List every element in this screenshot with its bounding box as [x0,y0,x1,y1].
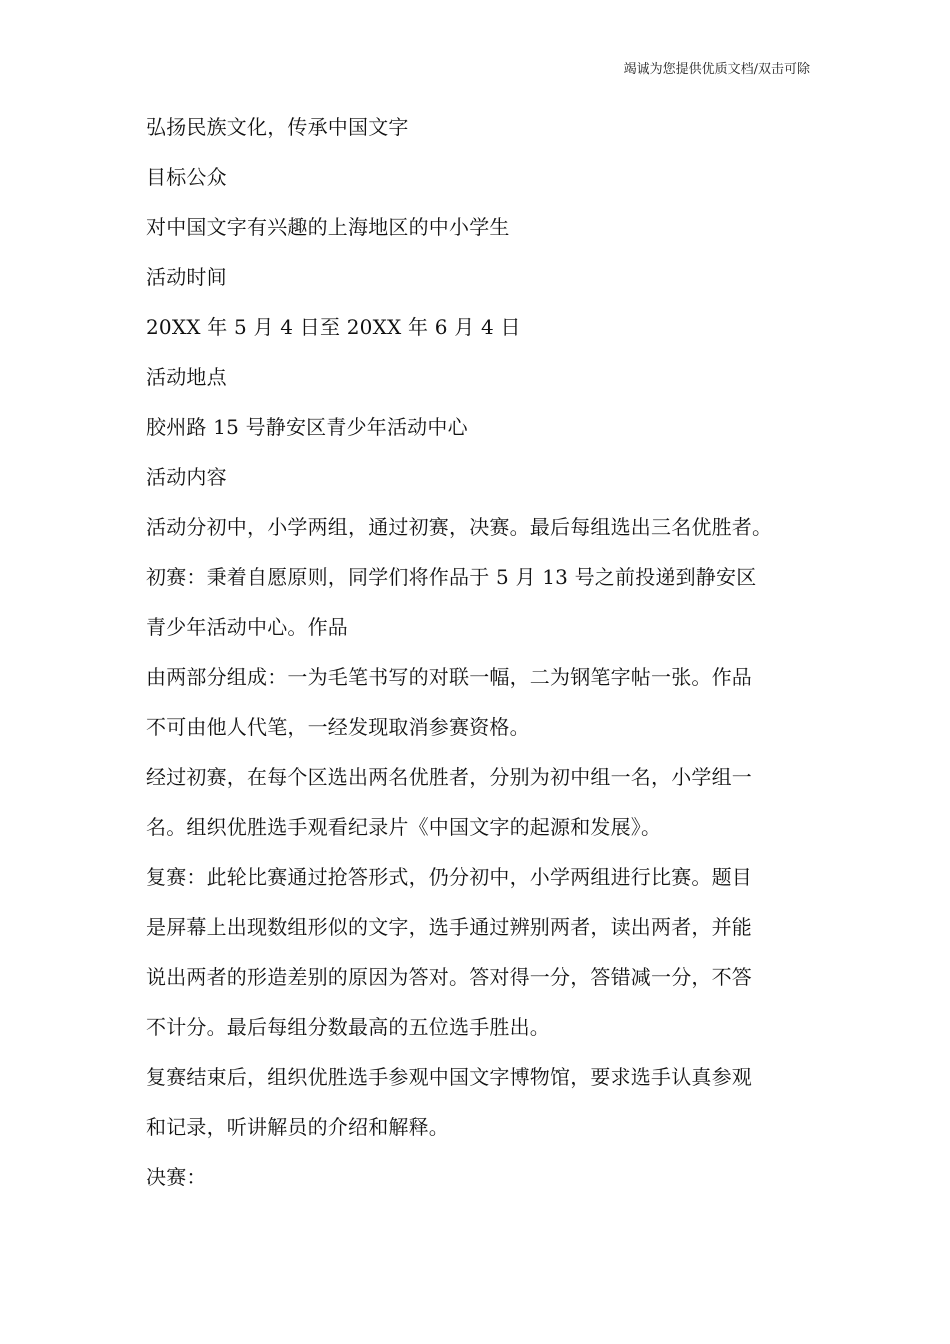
document-line: 经过初赛，在每个区选出两名优胜者，分别为初中组一名，小学组一 [146,765,752,789]
document-body [146,102,826,1202]
document-line: 对中国文字有兴趣的上海地区的中小学生 [146,215,510,239]
document-line: 初赛：秉着自愿原则，同学们将作品于 5 月 13 号之前投递到静安区 [146,565,757,589]
document-line: 20XX 年 5 月 4 日至 20XX 年 6 月 4 日 [146,315,521,339]
document-line: 青少年活动中心。作品 [146,615,348,639]
document-line: 是屏幕上出现数组形似的文字，选手通过辨别两者，读出两者，并能 [146,915,752,939]
document-line: 胶州路 15 号静安区青少年活动中心 [146,415,468,439]
document-line: 复赛：此轮比赛通过抢答形式，仍分初中，小学两组进行比赛。题目 [146,865,752,889]
document-line: 复赛结束后，组织优胜选手参观中国文字博物馆，要求选手认真参观 [146,1065,752,1089]
document-line: 不可由他人代笔，一经发现取消参赛资格。 [146,715,530,739]
document-line: 不计分。最后每组分数最高的五位选手胜出。 [146,1015,550,1039]
header-note: 竭诚为您提供优质文档/双击可除 [623,62,810,77]
document-line: 说出两者的形造差别的原因为答对。答对得一分，答错减一分，不答 [146,965,752,989]
document-line: 由两部分组成：一为毛笔书写的对联一幅，二为钢笔字帖一张。作品 [146,665,752,689]
document-line: 弘扬民族文化，传承中国文字 [146,115,409,139]
document-line: 活动时间 [146,265,227,289]
document-line: 活动分初中，小学两组，通过初赛，决赛。最后每组选出三名优胜者。 [146,515,773,539]
document-line: 决赛： [146,1165,207,1189]
document-line: 活动内容 [146,465,227,489]
document-line: 目标公众 [146,165,227,189]
document-line: 活动地点 [146,365,227,389]
document-line: 和记录，听讲解员的介绍和解释。 [146,1115,449,1139]
document-line: 名。组织优胜选手观看纪录片《中国文字的起源和发展》。 [146,815,662,839]
